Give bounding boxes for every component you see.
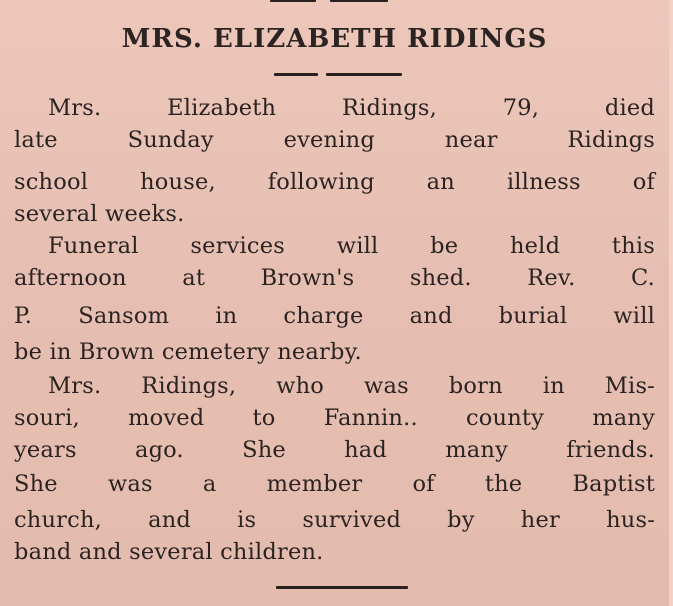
paragraph-2-line-2: afternoon at Brown's shed. Rev. C.	[14, 265, 655, 291]
page-edge	[669, 0, 673, 606]
paragraph-3-line-4: She was a member of the Baptist	[14, 471, 655, 497]
headline-rule-left	[274, 73, 318, 76]
paragraph-2-line-3: P. Sansom in charge and burial will	[14, 303, 655, 329]
paragraph-3-line-6: band and several children.	[14, 539, 324, 565]
top-rule-right	[330, 0, 388, 2]
paragraph-3-line-1: Mrs. Ridings, who was born in Mis-	[48, 373, 655, 399]
paragraph-1-line-3: school house, following an illness of	[14, 169, 655, 195]
top-rule	[270, 0, 316, 2]
paragraph-1-line-1: Mrs. Elizabeth Ridings, 79, died	[48, 95, 655, 121]
paragraph-1-line-2: late Sunday evening near Ridings	[14, 127, 655, 153]
paragraph-3-line-3: years ago. She had many friends.	[14, 437, 655, 463]
obituary-headline: MRS. ELIZABETH RIDINGS	[121, 24, 548, 54]
paragraph-1-line-4: several weeks.	[14, 201, 185, 227]
bottom-rule	[276, 586, 408, 589]
paragraph-3-line-5: church, and is survived by her hus-	[14, 507, 655, 533]
paragraph-3-line-2: souri, moved to Fannin.. county many	[14, 405, 655, 431]
paragraph-2-line-4: be in Brown cemetery nearby.	[14, 339, 362, 365]
headline-rule-right	[326, 73, 402, 76]
paragraph-2-line-1: Funeral services will be held this	[48, 233, 655, 259]
